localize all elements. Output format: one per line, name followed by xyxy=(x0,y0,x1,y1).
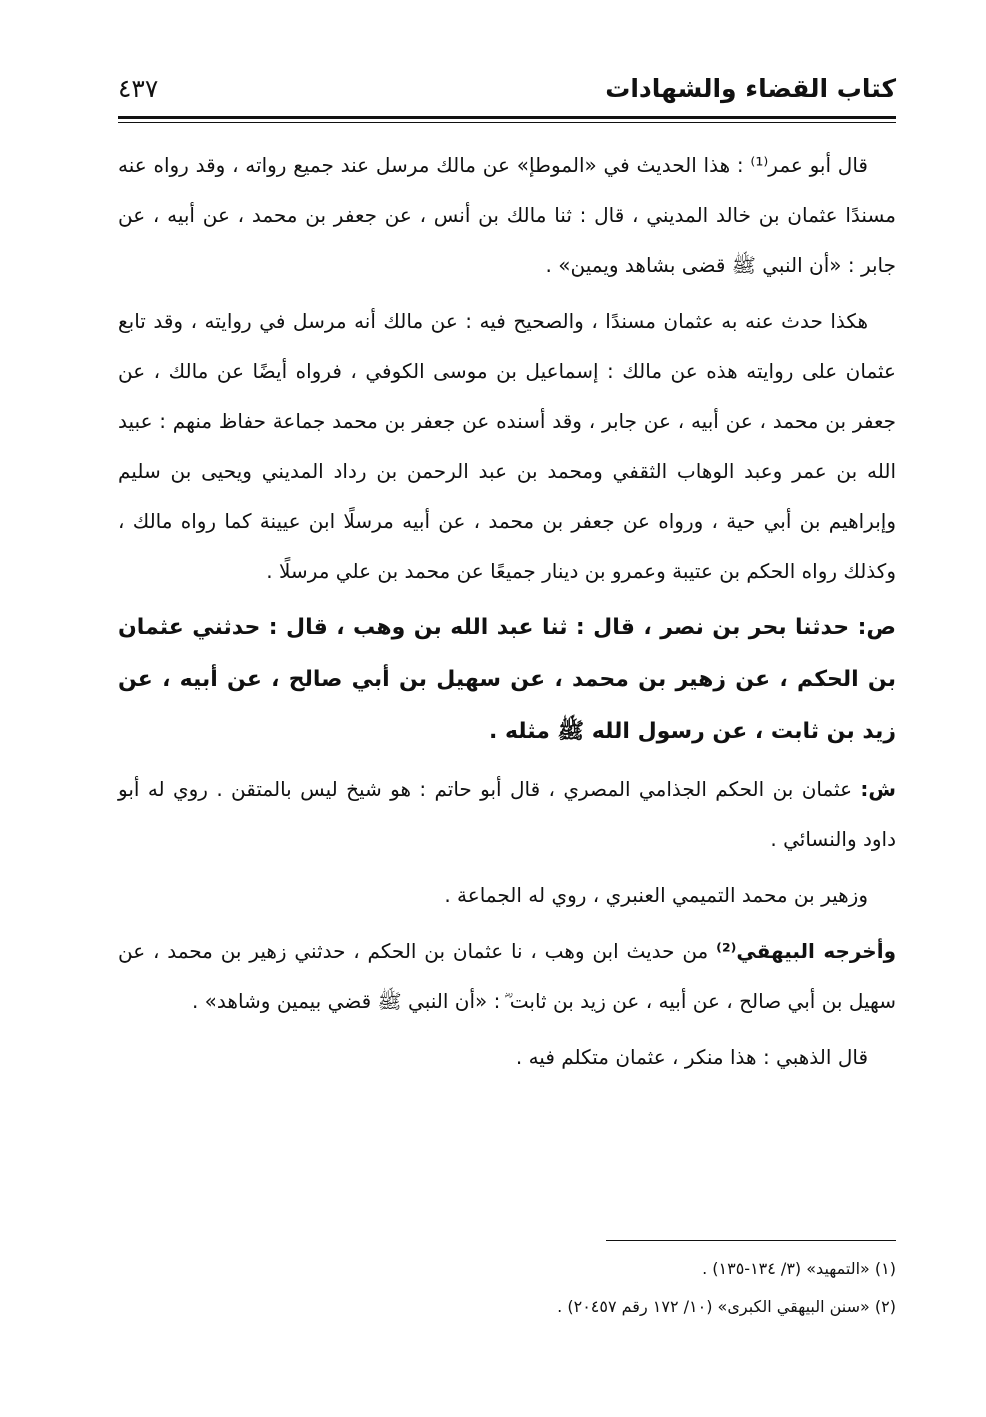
paragraph-1 xyxy=(118,140,896,290)
footnote-separator xyxy=(606,1240,896,1241)
paragraph-5 xyxy=(118,870,896,920)
paragraph-1-text: قال أبو عمر⁽¹⁾ : هذا الحديث في «الموطإ» عن مالك مرسل عند جميع رواته ، وقد رواه عنه مسندًا عثمان بن خالد المديني ، قال : ثنا مالك بن أنس ، عن جعفر بن محمد ، عن أبيه ، عن جابر : «أن النبي ﷺ قضى بشاهد ويمين» . xyxy=(118,153,896,277)
page-header xyxy=(118,66,896,112)
main-text xyxy=(118,140,896,1088)
paragraph-3-hadith xyxy=(118,602,896,758)
paragraph-7 xyxy=(118,1032,896,1082)
footnote-2: (٢) «سنن البيهقي الكبرى» (١٠/ ١٧٢ رقم ٢٠٤٥٧) . xyxy=(557,1297,896,1316)
paragraph-4-commentary xyxy=(118,764,896,864)
paragraph-6 xyxy=(118,926,896,1026)
paragraph-6-text: من حديث ابن وهب ، نا عثمان بن الحكم ، حدثني زهير بن محمد ، عن سهيل بن أبي صالح ، عن أبيه ، عن زيد بن ثابت ؓ : «أن النبي ﷺ قضي بيمين وشاهد» . xyxy=(118,939,896,1013)
paragraph-4-lead: ش: xyxy=(860,777,896,801)
paragraph-2 xyxy=(118,296,896,596)
paragraph-7-text: قال الذهبي : هذا منكر ، عثمان متكلم فيه . xyxy=(515,1045,868,1069)
paragraph-3-text: حدثنا بحر بن نصر ، قال : ثنا عبد الله بن وهب ، قال : حدثني عثمان بن الحكم ، عن زهير بن محمد ، عن سهيل بن أبي صالح ، عن أبيه ، عن زيد بن ثابت ، عن رسول الله ﷺ مثله . xyxy=(118,615,896,744)
page-number: ٤٣٧ xyxy=(118,74,159,103)
header-rule-thick xyxy=(118,116,896,119)
footnotes xyxy=(118,1250,896,1326)
paragraph-6-lead: وأخرجه البيهقي⁽²⁾ xyxy=(716,939,897,963)
paragraph-5-text: وزهير بن محمد التميمي العنبري ، روي له الجماعة . xyxy=(444,883,868,907)
paragraph-2-text: هكذا حدث عنه به عثمان مسندًا ، والصحيح فيه : عن مالك أنه مرسل في روايته ، وقد تابع عثمان على روايته هذه عن مالك : إسماعيل بن موسى الكوفي ، فرواه أيضًا عن مالك ، عن جعفر بن محمد ، عن أبيه ، عن جابر ، وقد أسنده عن جعفر بن محمد جماعة حفاظ منهم : عبيد الله بن عمر وعبد الوهاب الثقفي ومحمد بن عبد الرحمن بن رداد المديني ويحيى بن سليم وإبراهيم بن أبي حية ، ورواه عن جعفر بن محمد ، عن أبيه مرسلًا ابن عيينة كما رواه مالك ، وكذلك رواه الحكم بن عتيبة وعمرو بن دينار جميعًا عن محمد بن علي مرسلًا . xyxy=(118,309,896,583)
header-rule-thin xyxy=(118,122,896,123)
paragraph-3-lead: ص: xyxy=(857,615,896,640)
paragraph-4-text: عثمان بن الحكم الجذامي المصري ، قال أبو حاتم : هو شيخ ليس بالمتقن . روي له أبو داود والنسائي . xyxy=(118,777,896,851)
footnote-1: (١) «التمهيد» (٣/ ١٣٤-١٣٥) . xyxy=(702,1259,896,1278)
running-title: كتاب القضاء والشهادات xyxy=(605,74,896,103)
